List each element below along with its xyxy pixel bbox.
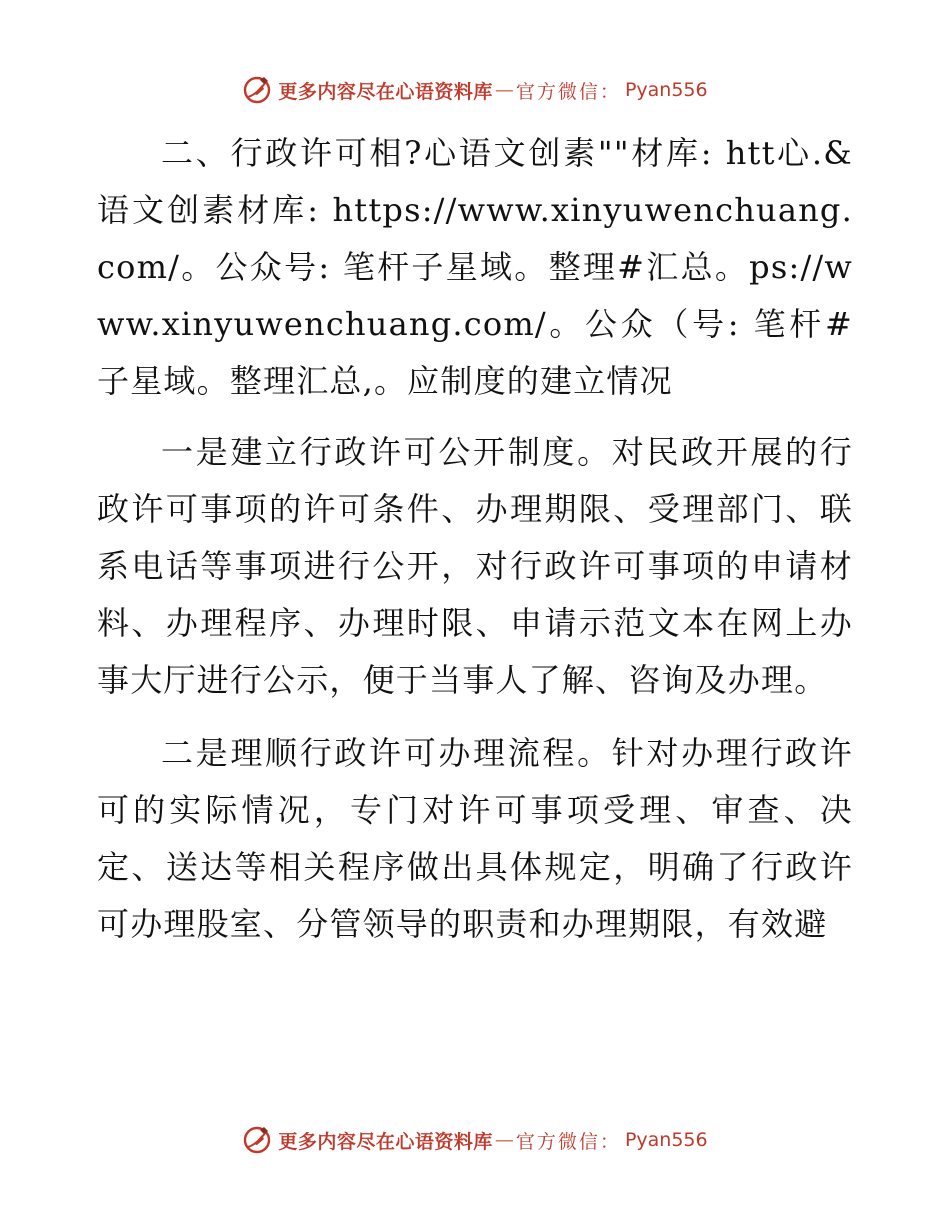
pen-nib-circle-icon <box>242 75 272 105</box>
contact-id: Pyan556 <box>624 79 708 101</box>
paragraph: 二是理顺行政许可办理流程。针对办理行政许可的实际情况，专门对许可事项受理、审查、决定、送达等相关程序做出具体规定，明确了行政许可办理股室、分管领导的职责和办理期限，有效避 <box>97 734 853 943</box>
header-banner <box>0 70 950 110</box>
contact-id: Pyan556 <box>624 1129 708 1151</box>
paragraph: 二、行政许可相?心语文创素""材库: htt心.&语文创素材库: https://www.xinyuwenchuang.com/。公众号: 笔杆子星域。整理#汇总。ps://www.xinyuwenchuang.com/。公众（号: 笔杆#子星域。整理汇总,。应制度的建立情况 <box>97 134 853 400</box>
brand-text: 更多内容尽在心语资料库 <box>278 1130 493 1153</box>
brand-text: 更多内容尽在心语资料库 <box>278 80 493 103</box>
contact-label: 官方微信： <box>515 1130 621 1153</box>
paragraph: 一是建立行政许可公开制度。对民政开展的行政许可事项的许可条件、办理期限、受理部门、联系电话等事项进行公开，对行政许可事项的申请材料、办理程序、办理时限、申请示范文本在网上办事大厅进行公示，便于当事人了解、咨询及办理。 <box>97 433 853 699</box>
document-body <box>97 125 853 969</box>
brand-separator: — <box>494 1129 514 1151</box>
contact-label: 官方微信： <box>515 80 621 103</box>
footer-banner <box>0 1120 950 1160</box>
brand-separator: — <box>494 79 514 101</box>
pen-nib-circle-icon <box>242 1125 272 1155</box>
